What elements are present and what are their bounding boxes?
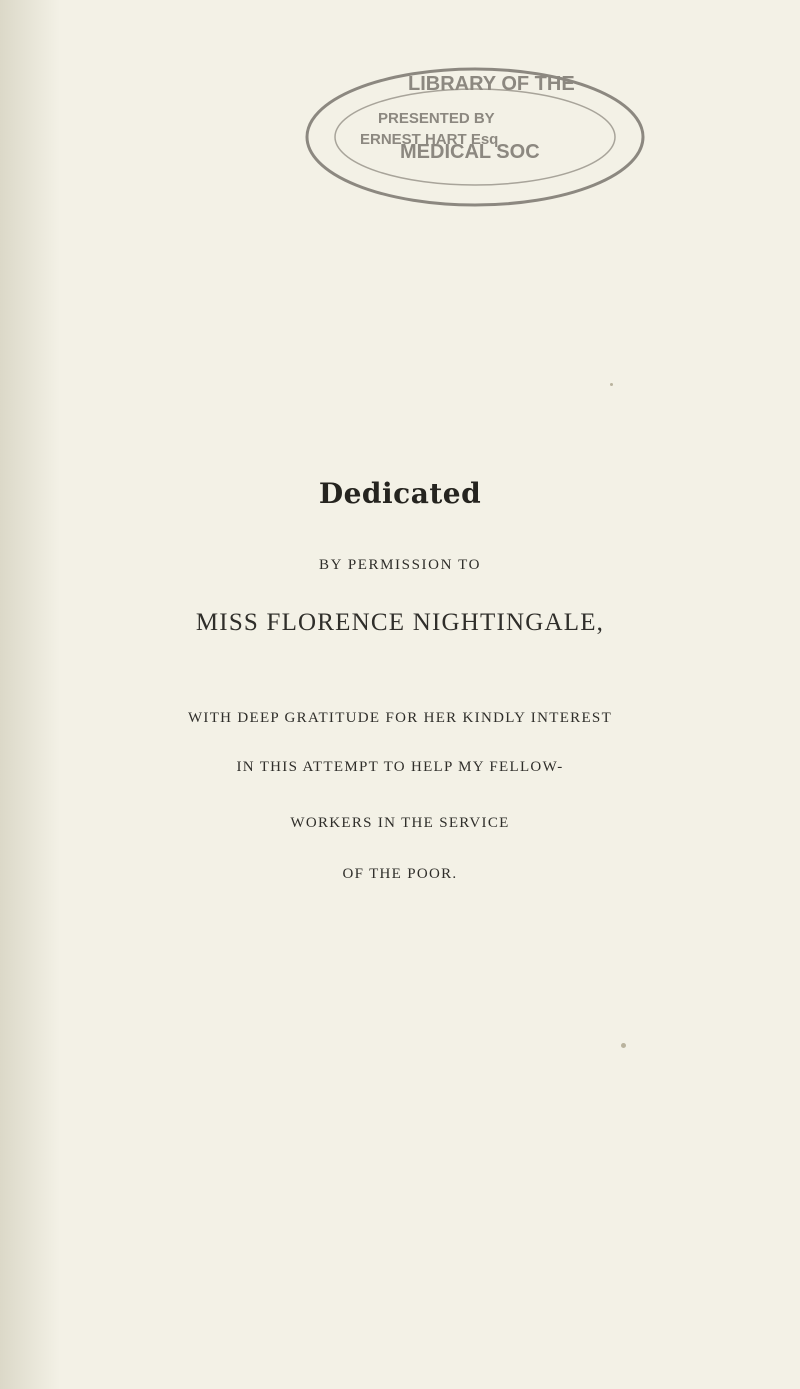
stamp-society-text: MEDICAL SOC [400, 141, 540, 163]
paper-edge [0, 0, 60, 1389]
stamp-library-text: LIBRARY OF THE [408, 73, 575, 95]
dedication-line-3: WORKERS IN THE SERVICE [290, 815, 510, 831]
stamp-presented-text: PRESENTED BY [378, 110, 495, 127]
paper-speck [621, 1043, 626, 1048]
dedication-line-1: WITH DEEP GRATITUDE FOR HER KINDLY INTEREST [187, 710, 613, 726]
dedication-heading: Dedicated [318, 477, 482, 510]
library-stamp [300, 60, 650, 210]
dedication-line-2: IN THIS ATTEMPT TO HELP MY FELLOW- [236, 759, 564, 775]
dedication-line-4: OF THE POOR. [342, 866, 458, 882]
stamp-donor-text: ERNEST HART Esq [360, 131, 499, 148]
recipient-name: MISS FLORENCE NIGHTINGALE, [195, 609, 605, 636]
paper-speck [610, 383, 613, 386]
by-permission-line: BY PERMISSION TO [318, 557, 482, 573]
library-stamp-graphic [300, 60, 650, 210]
